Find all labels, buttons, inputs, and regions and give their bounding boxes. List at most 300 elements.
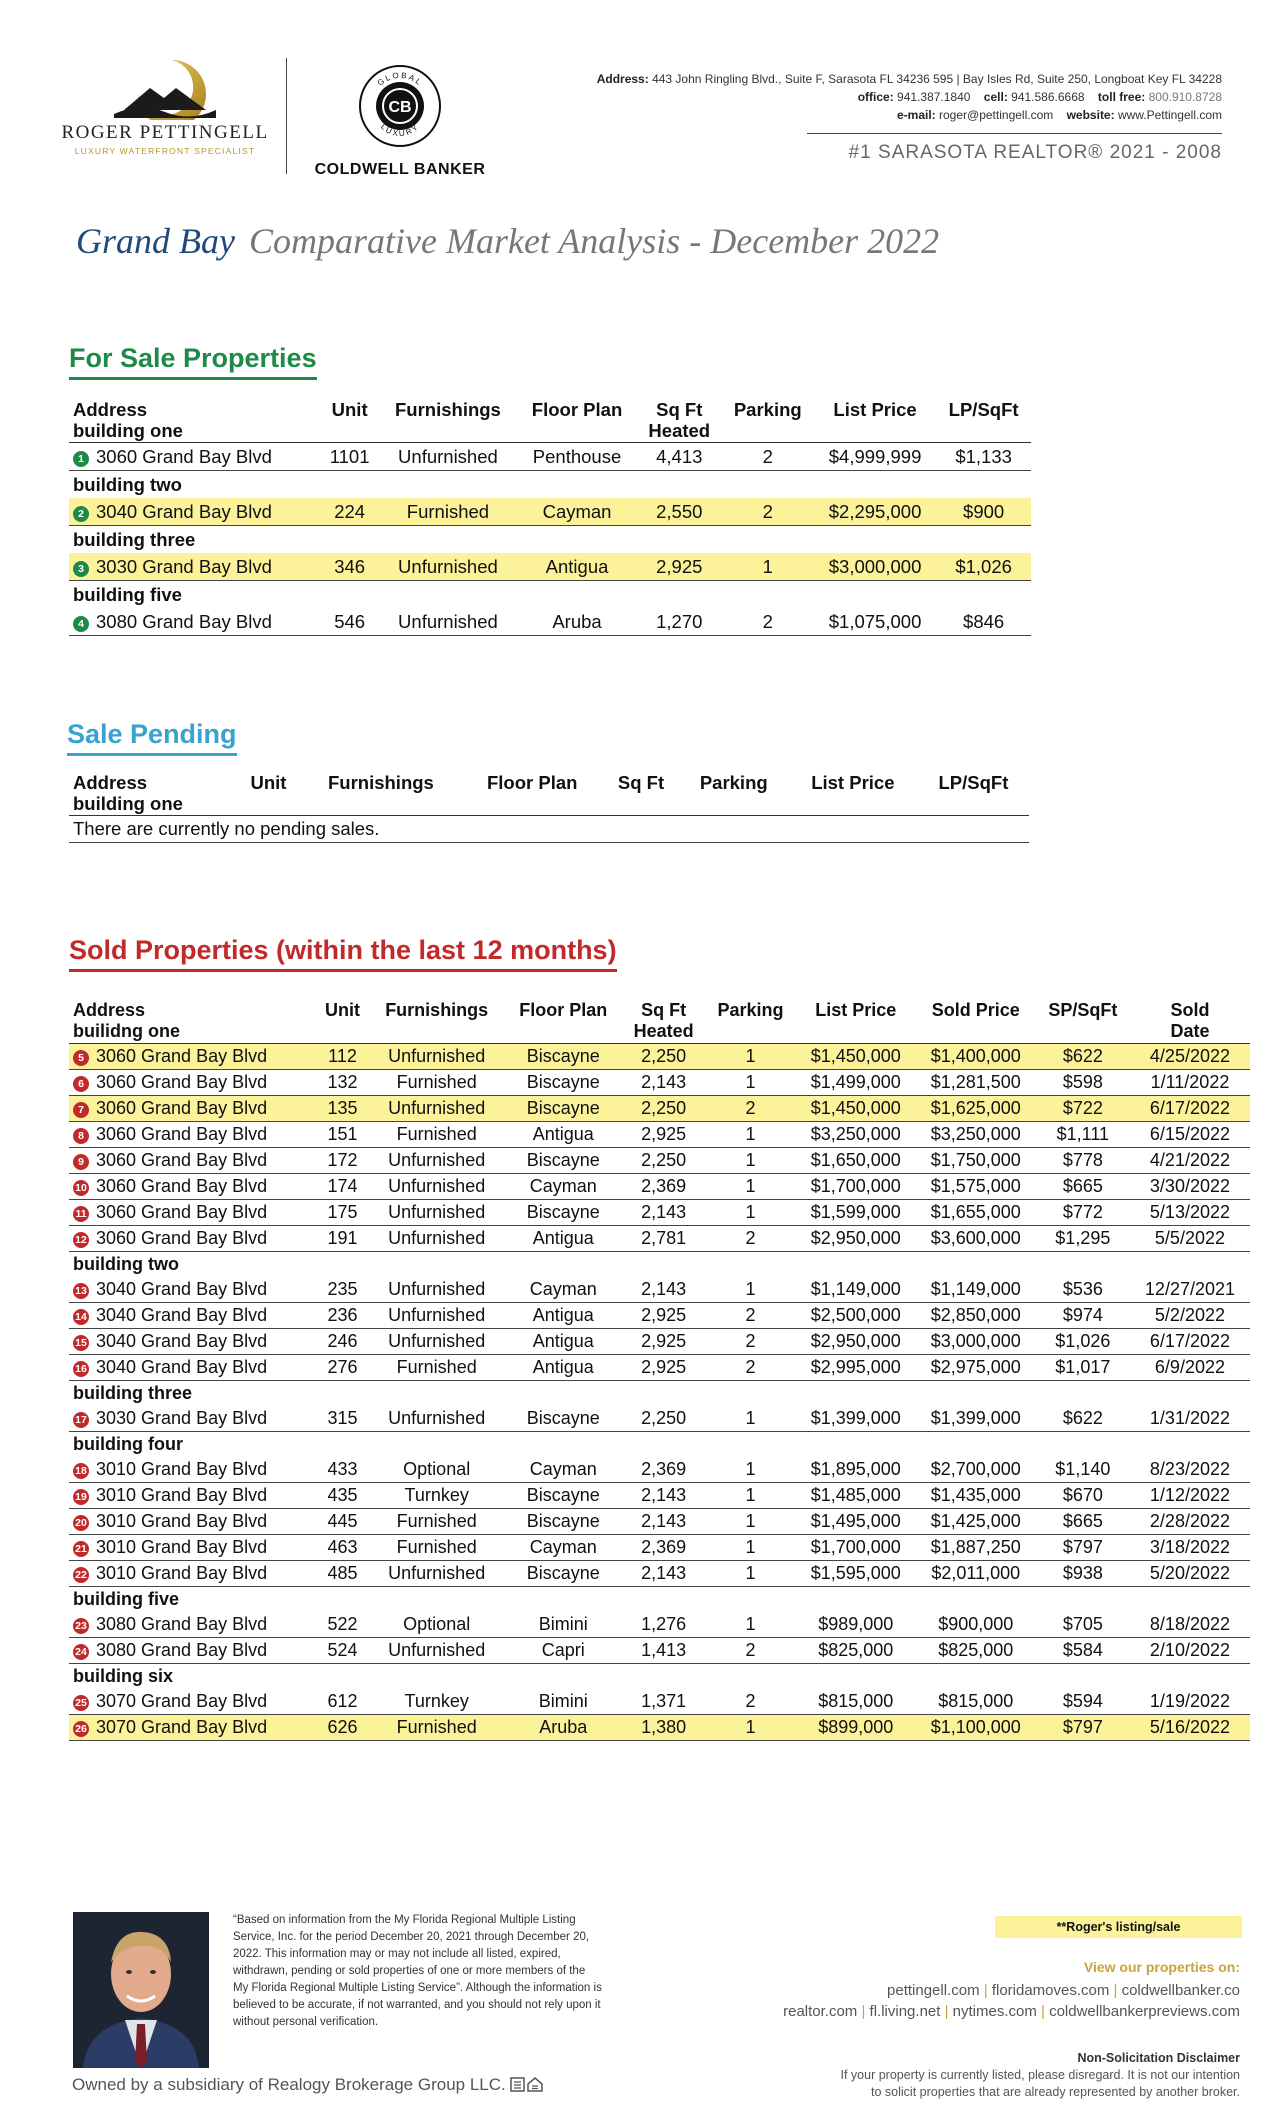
table-row: [69, 1612, 1250, 1638]
property-site-link[interactable]: realtor.com: [783, 2003, 858, 2020]
ppsf-cell: $778: [1036, 1148, 1130, 1174]
parking-cell: 1: [705, 1200, 796, 1226]
ppsf-cell: $1,111: [1036, 1122, 1130, 1148]
ppsf-cell: $1,133: [936, 443, 1031, 471]
table-header: [69, 772, 1029, 816]
row-number-badge: 18: [73, 1463, 89, 1479]
address-cell: [69, 1355, 316, 1381]
address-cell: [69, 553, 321, 581]
plan-cell: Biscayne: [505, 1044, 622, 1070]
row-number-badge: 1: [73, 451, 89, 467]
logo-divider: [286, 58, 287, 174]
address-text: 3060 Grand Bay Blvd: [96, 445, 272, 467]
furnishings-cell: Unfurnished: [369, 1277, 505, 1303]
plan-cell: Cayman: [505, 1277, 622, 1303]
parking-cell: 1: [705, 1715, 796, 1741]
sold-cell: $1,750,000: [916, 1148, 1036, 1174]
col-sp-sqft: SP/SqFt: [1036, 1000, 1130, 1044]
col-sold-date: Sold Date: [1130, 1000, 1250, 1044]
ppsf-cell: $536: [1036, 1277, 1130, 1303]
website-link[interactable]: www.Pettingell.com: [1117, 108, 1222, 122]
row-number-badge: 12: [73, 1232, 89, 1248]
furnishings-cell: Unfurnished: [369, 1044, 505, 1070]
sqft-cell: 2,143: [622, 1070, 705, 1096]
sqft-cell: 2,143: [622, 1509, 705, 1535]
sold-cell: $3,000,000: [916, 1329, 1036, 1355]
svg-text:CB: CB: [388, 99, 412, 116]
list-cell: $1,450,000: [796, 1044, 916, 1070]
col-address: Address building one: [69, 399, 321, 443]
svg-text:GLOBAL: GLOBAL: [375, 70, 425, 88]
row-number-badge: 15: [73, 1335, 89, 1351]
date-cell: 5/16/2022: [1130, 1715, 1250, 1741]
table-row: [69, 1715, 1250, 1741]
furnishings-cell: Unfurnished: [379, 443, 517, 471]
col-unit: Unit: [316, 1000, 369, 1044]
list-cell: $815,000: [796, 1689, 916, 1715]
address-text: 3070 Grand Bay Blvd: [96, 1717, 268, 1737]
furnishings-cell: Unfurnished: [369, 1303, 505, 1329]
sqft-cell: 2,550: [637, 498, 722, 526]
plan-cell: Biscayne: [505, 1561, 622, 1587]
furnishings-cell: Unfurnished: [369, 1329, 505, 1355]
sold-cell: $3,600,000: [916, 1226, 1036, 1252]
sqft-cell: 2,369: [622, 1535, 705, 1561]
col-lp-sqft: LP/SqFt: [918, 772, 1029, 816]
col-list-price: List Price: [814, 399, 936, 443]
col-furnishings: Furnishings: [300, 772, 462, 816]
plan-cell: Antigua: [505, 1355, 622, 1381]
address-cell: [69, 1096, 316, 1122]
building-label-row: [69, 471, 1031, 499]
list-cell: $899,000: [796, 1715, 916, 1741]
building-label-row: [69, 1432, 1250, 1458]
parking-cell: 1: [705, 1406, 796, 1432]
list-cell: $2,950,000: [796, 1329, 916, 1355]
furnishings-cell: Optional: [369, 1612, 505, 1638]
table-row: [69, 1148, 1250, 1174]
sqft-cell: 2,925: [622, 1303, 705, 1329]
list-cell: $1,485,000: [796, 1483, 916, 1509]
sold-heading: Sold Properties (within the last 12 months): [69, 935, 617, 972]
col-sqft: Sq Ft Heated: [637, 399, 722, 443]
address-cell: [69, 1174, 316, 1200]
col-address: Address builidng one: [69, 1000, 316, 1044]
address-cell: [69, 1406, 316, 1432]
list-cell: $1,499,000: [796, 1070, 916, 1096]
address-cell: [69, 1148, 316, 1174]
plan-cell: Aruba: [505, 1715, 622, 1741]
address-cell: [69, 1509, 316, 1535]
price-cell: $3,000,000: [814, 553, 936, 581]
furnishings-cell: Unfurnished: [369, 1174, 505, 1200]
plan-cell: Biscayne: [505, 1509, 622, 1535]
table-row: [69, 1355, 1250, 1381]
unit-cell: 224: [321, 498, 379, 526]
sqft-cell: 1,270: [637, 608, 722, 636]
roger-pettingell-logo: [60, 58, 270, 178]
row-number-badge: 17: [73, 1412, 89, 1428]
sold-cell: $2,700,000: [916, 1457, 1036, 1483]
plan-cell: Cayman: [505, 1174, 622, 1200]
building-label-row: [69, 1587, 1250, 1613]
unit-cell: 151: [316, 1122, 369, 1148]
agent-name: ROGER PETTINGELL: [61, 122, 269, 143]
address-cell: [69, 1226, 316, 1252]
parking-cell: 2: [705, 1226, 796, 1252]
for-sale-heading: For Sale Properties: [69, 343, 317, 380]
date-cell: 1/11/2022: [1130, 1070, 1250, 1096]
unit-cell: 191: [316, 1226, 369, 1252]
date-cell: 6/15/2022: [1130, 1122, 1250, 1148]
plan-cell: Bimini: [505, 1612, 622, 1638]
unit-cell: 346: [321, 553, 379, 581]
parking-cell: 1: [705, 1174, 796, 1200]
svg-text:LUXURY: LUXURY: [378, 121, 422, 139]
ppsf-cell: $665: [1036, 1174, 1130, 1200]
plan-cell: Aruba: [517, 608, 637, 636]
unit-cell: 135: [316, 1096, 369, 1122]
address-cell: [69, 1277, 316, 1303]
col-sqft: Sq Ft Heated: [622, 1000, 705, 1044]
list-cell: $825,000: [796, 1638, 916, 1664]
ppsf-cell: $974: [1036, 1303, 1130, 1329]
plan-cell: Antigua: [517, 553, 637, 581]
building-label: building five: [73, 1589, 179, 1609]
unit-cell: 112: [316, 1044, 369, 1070]
address-text: 3040 Grand Bay Blvd: [96, 1279, 268, 1299]
ppsf-cell: $846: [936, 608, 1031, 636]
plan-cell: Cayman: [505, 1457, 622, 1483]
date-cell: 6/17/2022: [1130, 1329, 1250, 1355]
col-floor-plan: Floor Plan: [462, 772, 602, 816]
community-name: Grand Bay: [76, 221, 235, 261]
row-number-badge: 3: [73, 561, 89, 577]
col-parking: Parking: [722, 399, 814, 443]
address-text: 3060 Grand Bay Blvd: [96, 1046, 268, 1066]
sqft-cell: 2,143: [622, 1277, 705, 1303]
property-site-link[interactable]: floridamoves.com: [991, 1982, 1110, 1999]
ppsf-cell: $722: [1036, 1096, 1130, 1122]
table-row: [69, 1122, 1250, 1148]
address-cell: [69, 608, 321, 636]
link-separator: |: [940, 2003, 953, 2020]
plan-cell: Bimini: [505, 1689, 622, 1715]
unit-cell: 172: [316, 1148, 369, 1174]
link-separator: |: [979, 1982, 992, 1999]
row-number-badge: 24: [73, 1644, 89, 1660]
unit-cell: 132: [316, 1070, 369, 1096]
furnishings-cell: Turnkey: [369, 1483, 505, 1509]
col-furnishings: Furnishings: [369, 1000, 505, 1044]
address-cell: [69, 1638, 316, 1664]
row-number-badge: 19: [73, 1489, 89, 1505]
furnishings-cell: Furnished: [369, 1122, 505, 1148]
sqft-cell: 2,143: [622, 1200, 705, 1226]
parking-cell: 1: [705, 1277, 796, 1303]
table-row: [69, 553, 1031, 581]
address-text: 3060 Grand Bay Blvd: [96, 1176, 268, 1196]
col-unit: Unit: [237, 772, 300, 816]
col-floor-plan: Floor Plan: [505, 1000, 622, 1044]
row-number-badge: 16: [73, 1361, 89, 1377]
property-site-link[interactable]: coldwellbankerpreviews.com: [1049, 2003, 1240, 2020]
address-cell: [69, 1457, 316, 1483]
table-row: [69, 1226, 1250, 1252]
sold-cell: $1,400,000: [916, 1044, 1036, 1070]
property-site-link[interactable]: pettingell.com: [887, 1982, 980, 1999]
plan-cell: Antigua: [505, 1122, 622, 1148]
col-sqft: Sq Ft: [602, 772, 679, 816]
table-header: [69, 1000, 1250, 1044]
list-cell: $989,000: [796, 1612, 916, 1638]
table-row: [69, 1044, 1250, 1070]
address-cell: [69, 1561, 316, 1587]
furnishings-cell: Unfurnished: [369, 1148, 505, 1174]
table-row: [69, 1457, 1250, 1483]
sqft-cell: 2,250: [622, 1406, 705, 1432]
page-title: [76, 220, 939, 262]
col-unit: Unit: [321, 399, 379, 443]
address-text: 3060 Grand Bay Blvd: [96, 1072, 268, 1092]
unit-cell: 175: [316, 1200, 369, 1226]
date-cell: 4/25/2022: [1130, 1044, 1250, 1070]
date-cell: 2/10/2022: [1130, 1638, 1250, 1664]
building-label: building two: [73, 473, 182, 495]
address-cell: [69, 1689, 316, 1715]
ppsf-cell: $705: [1036, 1612, 1130, 1638]
property-site-link[interactable]: nytimes.com: [952, 2003, 1037, 2020]
row-number-badge: 23: [73, 1618, 89, 1634]
list-cell: $1,650,000: [796, 1148, 916, 1174]
unit-cell: 1101: [321, 443, 379, 471]
ppsf-cell: $1,295: [1036, 1226, 1130, 1252]
row-number-badge: 8: [73, 1128, 89, 1144]
sqft-cell: 2,369: [622, 1174, 705, 1200]
table-row: [69, 1277, 1250, 1303]
sold-cell: $1,435,000: [916, 1483, 1036, 1509]
address-cell: [69, 1715, 316, 1741]
parking-cell: 1: [705, 1612, 796, 1638]
address-cell: [69, 1329, 316, 1355]
brokerage-name: COLDWELL BANKER: [314, 161, 486, 178]
parking-cell: 2: [705, 1689, 796, 1715]
sqft-cell: 2,781: [622, 1226, 705, 1252]
address-cell: [69, 1044, 316, 1070]
building-label-row: [69, 1664, 1250, 1690]
parking-cell: 2: [705, 1096, 796, 1122]
coldwell-banker-global-luxury-icon: [358, 64, 442, 148]
table-row: [69, 1200, 1250, 1226]
plan-cell: Biscayne: [505, 1483, 622, 1509]
col-sold-price: Sold Price: [916, 1000, 1036, 1044]
non-solicitation-title: Non-Solicitation Disclaimer: [1077, 2051, 1240, 2065]
table-row: [69, 1689, 1250, 1715]
sold-cell: $1,425,000: [916, 1509, 1036, 1535]
list-cell: $2,950,000: [796, 1226, 916, 1252]
parking-cell: 2: [705, 1638, 796, 1664]
contact-block: [597, 70, 1222, 124]
roger-pettingell-logo-icon: [110, 58, 220, 120]
address-text: 3040 Grand Bay Blvd: [96, 1357, 268, 1377]
plan-cell: Antigua: [505, 1303, 622, 1329]
agent-tagline: LUXURY WATERFRONT SPECIALIST: [74, 146, 256, 156]
address-cell: [69, 498, 321, 526]
price-cell: $2,295,000: [814, 498, 936, 526]
address-text: 3010 Grand Bay Blvd: [96, 1485, 268, 1505]
date-cell: 12/27/2021: [1130, 1277, 1250, 1303]
list-cell: $1,700,000: [796, 1535, 916, 1561]
sqft-cell: 2,250: [622, 1148, 705, 1174]
plan-cell: Antigua: [505, 1226, 622, 1252]
date-cell: 1/12/2022: [1130, 1483, 1250, 1509]
ppsf-cell: $1,026: [1036, 1329, 1130, 1355]
unit-cell: 463: [316, 1535, 369, 1561]
furnishings-cell: Furnished: [369, 1535, 505, 1561]
property-site-link[interactable]: coldwellbanker.co: [1121, 1982, 1240, 1999]
sold-cell: $2,011,000: [916, 1561, 1036, 1587]
sold-cell: $1,100,000: [916, 1715, 1036, 1741]
unit-cell: 626: [316, 1715, 369, 1741]
furnishings-cell: Unfurnished: [379, 608, 517, 636]
plan-cell: Biscayne: [505, 1096, 622, 1122]
furnishings-cell: Unfurnished: [369, 1561, 505, 1587]
address-cell: [69, 443, 321, 471]
links-line-1: [783, 1980, 1240, 2001]
plan-cell: Penthouse: [517, 443, 637, 471]
date-cell: 8/23/2022: [1130, 1457, 1250, 1483]
building-label-row: [69, 1252, 1250, 1278]
phone-line: office: 941.387.1840 cell: 941.586.6668 toll free: 800.910.8728: [857, 90, 1222, 104]
link-separator: |: [857, 2003, 870, 2020]
address-text: 3040 Grand Bay Blvd: [96, 1331, 268, 1351]
row-number-badge: 22: [73, 1567, 89, 1583]
ppsf-cell: $584: [1036, 1638, 1130, 1664]
plan-cell: Biscayne: [505, 1406, 622, 1432]
sqft-cell: 1,276: [622, 1612, 705, 1638]
unit-cell: 246: [316, 1329, 369, 1355]
plan-cell: Biscayne: [505, 1070, 622, 1096]
address-text: 3080 Grand Bay Blvd: [96, 1640, 268, 1660]
row-number-badge: 2: [73, 506, 89, 522]
sqft-cell: 2,143: [622, 1561, 705, 1587]
furnishings-cell: Unfurnished: [369, 1406, 505, 1432]
parking-cell: 1: [705, 1509, 796, 1535]
unit-cell: 276: [316, 1355, 369, 1381]
plan-cell: Cayman: [505, 1535, 622, 1561]
plan-cell: Biscayne: [505, 1148, 622, 1174]
furnishings-cell: Furnished: [379, 498, 517, 526]
unit-cell: 433: [316, 1457, 369, 1483]
row-number-badge: 13: [73, 1283, 89, 1299]
furnishings-cell: Optional: [369, 1457, 505, 1483]
building-label: building three: [73, 528, 196, 550]
parking-cell: 1: [705, 1044, 796, 1070]
address-text: 3060 Grand Bay Blvd: [96, 1098, 268, 1118]
parking-cell: 1: [705, 1148, 796, 1174]
sold-cell: $900,000: [916, 1612, 1036, 1638]
parking-cell: 1: [705, 1457, 796, 1483]
sqft-cell: 2,143: [622, 1483, 705, 1509]
property-site-link[interactable]: fl.living.net: [869, 2003, 941, 2020]
address-text: 3070 Grand Bay Blvd: [96, 1691, 268, 1711]
date-cell: 5/5/2022: [1130, 1226, 1250, 1252]
ppsf-cell: $797: [1036, 1715, 1130, 1741]
address-cell: [69, 1535, 316, 1561]
table-row: [69, 1561, 1250, 1587]
sold-cell: $3,250,000: [916, 1122, 1036, 1148]
building-label: building three: [73, 1383, 192, 1403]
view-properties-label: View our properties on:: [1083, 1959, 1240, 1975]
date-cell: 2/28/2022: [1130, 1509, 1250, 1535]
unit-cell: 524: [316, 1638, 369, 1664]
address-cell: [69, 1122, 316, 1148]
list-cell: $1,595,000: [796, 1561, 916, 1587]
col-parking: Parking: [705, 1000, 796, 1044]
address-cell: [69, 1200, 316, 1226]
address-text: 3080 Grand Bay Blvd: [96, 1614, 268, 1634]
date-cell: 5/20/2022: [1130, 1561, 1250, 1587]
building-label-row: [69, 1381, 1250, 1407]
price-cell: $1,075,000: [814, 608, 936, 636]
address-cell: [69, 1612, 316, 1638]
unit-cell: 174: [316, 1174, 369, 1200]
address-cell: [69, 1483, 316, 1509]
sold-cell: $1,625,000: [916, 1096, 1036, 1122]
contact-rule: [807, 133, 1222, 134]
furnishings-cell: Unfurnished: [379, 553, 517, 581]
link-separator: |: [1109, 1982, 1122, 1999]
ppsf-cell: $622: [1036, 1406, 1130, 1432]
ppsf-cell: $598: [1036, 1070, 1130, 1096]
sqft-cell: 2,250: [622, 1044, 705, 1070]
furnishings-cell: Furnished: [369, 1509, 505, 1535]
ppsf-cell: $1,140: [1036, 1457, 1130, 1483]
date-cell: 5/2/2022: [1130, 1303, 1250, 1329]
furnishings-cell: Unfurnished: [369, 1096, 505, 1122]
date-cell: 6/9/2022: [1130, 1355, 1250, 1381]
address-text: 3010 Grand Bay Blvd: [96, 1459, 268, 1479]
date-cell: 5/13/2022: [1130, 1200, 1250, 1226]
parking-cell: 1: [705, 1122, 796, 1148]
list-cell: $1,149,000: [796, 1277, 916, 1303]
non-solicitation: Non-Solicitation Disclaimer If your property is currently listed, please disregard. It is not our intention to solicit properties that are already represented by another broker.: [840, 2051, 1240, 2099]
sqft-cell: 4,413: [637, 443, 722, 471]
table-row: [69, 1535, 1250, 1561]
address-text: 3040 Grand Bay Blvd: [96, 1305, 268, 1325]
col-parking: Parking: [680, 772, 788, 816]
date-cell: 4/21/2022: [1130, 1148, 1250, 1174]
realtor-ranking: #1 SARASOTA REALTOR® 2021 - 2008: [848, 142, 1222, 163]
price-cell: $4,999,999: [814, 443, 936, 471]
furnishings-cell: Unfurnished: [369, 1638, 505, 1664]
listing-badge: **Roger's listing/sale: [995, 1916, 1242, 1938]
address-cell: [69, 1070, 316, 1096]
row-number-badge: 10: [73, 1180, 89, 1196]
sold-cell: $825,000: [916, 1638, 1036, 1664]
building-label: building two: [73, 1254, 179, 1274]
parking-cell: 2: [705, 1355, 796, 1381]
email-link[interactable]: roger@pettingell.com: [939, 108, 1054, 122]
coldwell-banker-logo: [305, 64, 495, 179]
parking-cell: 1: [722, 553, 814, 581]
address-text: 3060 Grand Bay Blvd: [96, 1202, 268, 1222]
table-row: [69, 608, 1031, 636]
no-pending-message: There are currently no pending sales.: [69, 816, 1029, 843]
date-cell: 8/18/2022: [1130, 1612, 1250, 1638]
address-text: 3030 Grand Bay Blvd: [96, 1408, 268, 1428]
address-text: 3080 Grand Bay Blvd: [96, 610, 272, 632]
